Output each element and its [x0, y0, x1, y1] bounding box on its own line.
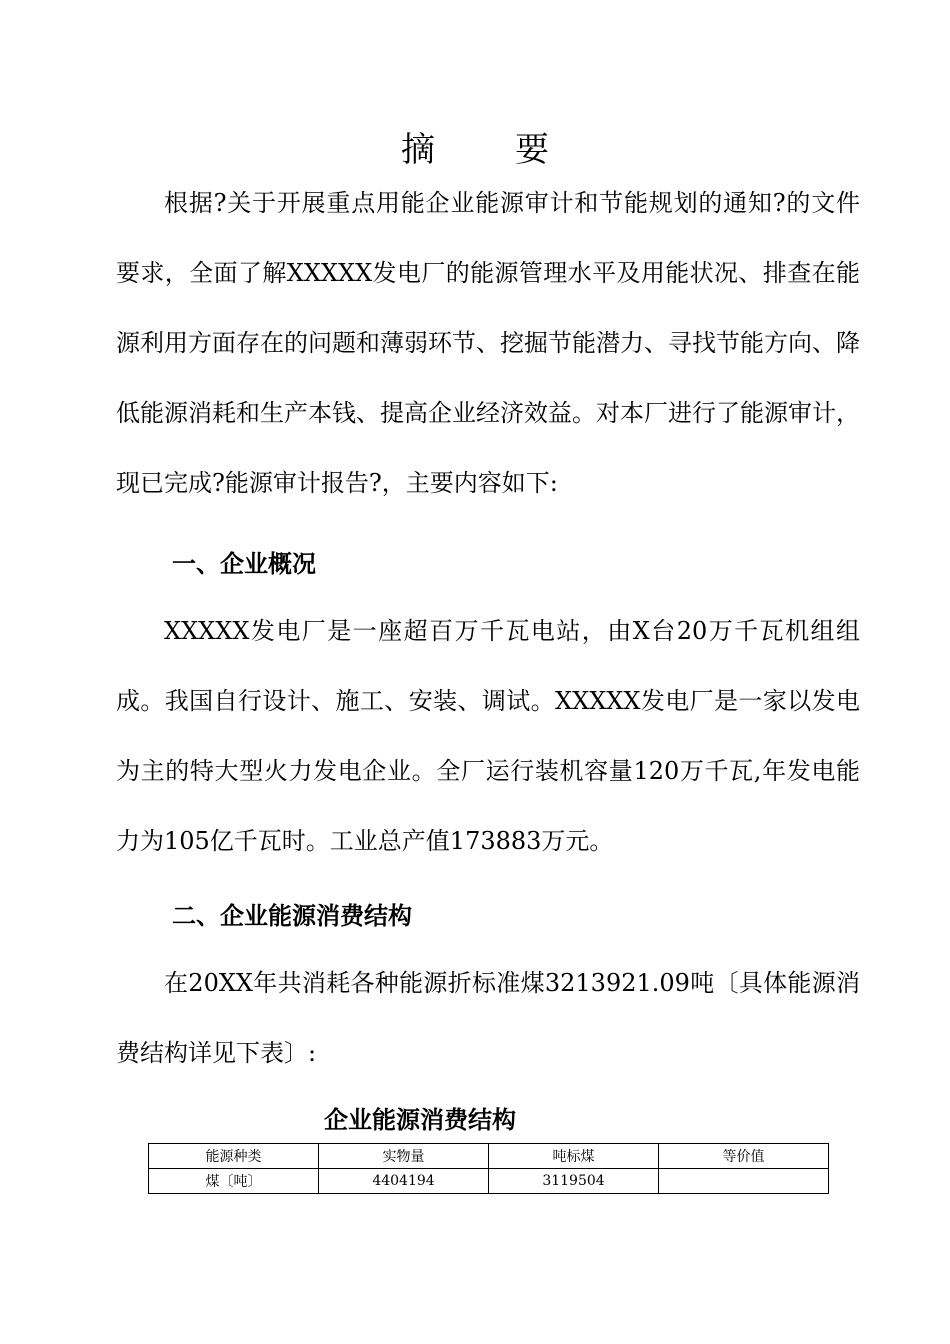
- table-title: 企业能源消费结构: [324, 1106, 516, 1134]
- table-header-row: [149, 1144, 829, 1169]
- section-heading-energy-structure: 二、企业能源消费结构: [172, 902, 412, 930]
- table-cell: [659, 1169, 829, 1194]
- table-row: [149, 1169, 829, 1194]
- page-title: 摘要: [401, 130, 629, 170]
- table-cell: 3119504: [489, 1169, 659, 1194]
- overview-paragraph: XXXXX发电厂是一座超百万千瓦电站，由X台20万千瓦机组组成。我国自行设计、施工、安装、调试。XXXXX发电厂是一家以发电为主的特大型火力发电企业。全厂运行装机容量120万千瓦,年发电能力为105亿千瓦时。工业总产值173883万元。: [116, 617, 860, 855]
- table-cell: 4404194: [319, 1169, 489, 1194]
- column-header: 等价值: [659, 1144, 829, 1169]
- column-header: 实物量: [319, 1144, 489, 1169]
- energy-structure-paragraph: 在20XX年共消耗各种能源折标准煤3213921.09吨〔具体能源消费结构详见下表〕:: [116, 969, 860, 1067]
- intro-paragraph: 根据?关于开展重点用能企业能源审计和节能规划的通知?的文件要求，全面了解XXXXX发电厂的能源管理水平及用能状况、排查在能源利用方面存在的问题和薄弱环节、挖掘节能潜力、寻找节能方向、降低能源消耗和生产本钱、提高企业经济效益。对本厂进行了能源审计，现已完成?能源审计报告?，主要内容如下:: [116, 189, 860, 497]
- column-header: 吨标煤: [489, 1144, 659, 1169]
- table-cell: 煤〔吨〕: [149, 1169, 319, 1194]
- column-header: 能源种类: [149, 1144, 319, 1169]
- energy-consumption-table: [148, 1143, 829, 1194]
- section-heading-overview: 一、企业概况: [172, 550, 316, 578]
